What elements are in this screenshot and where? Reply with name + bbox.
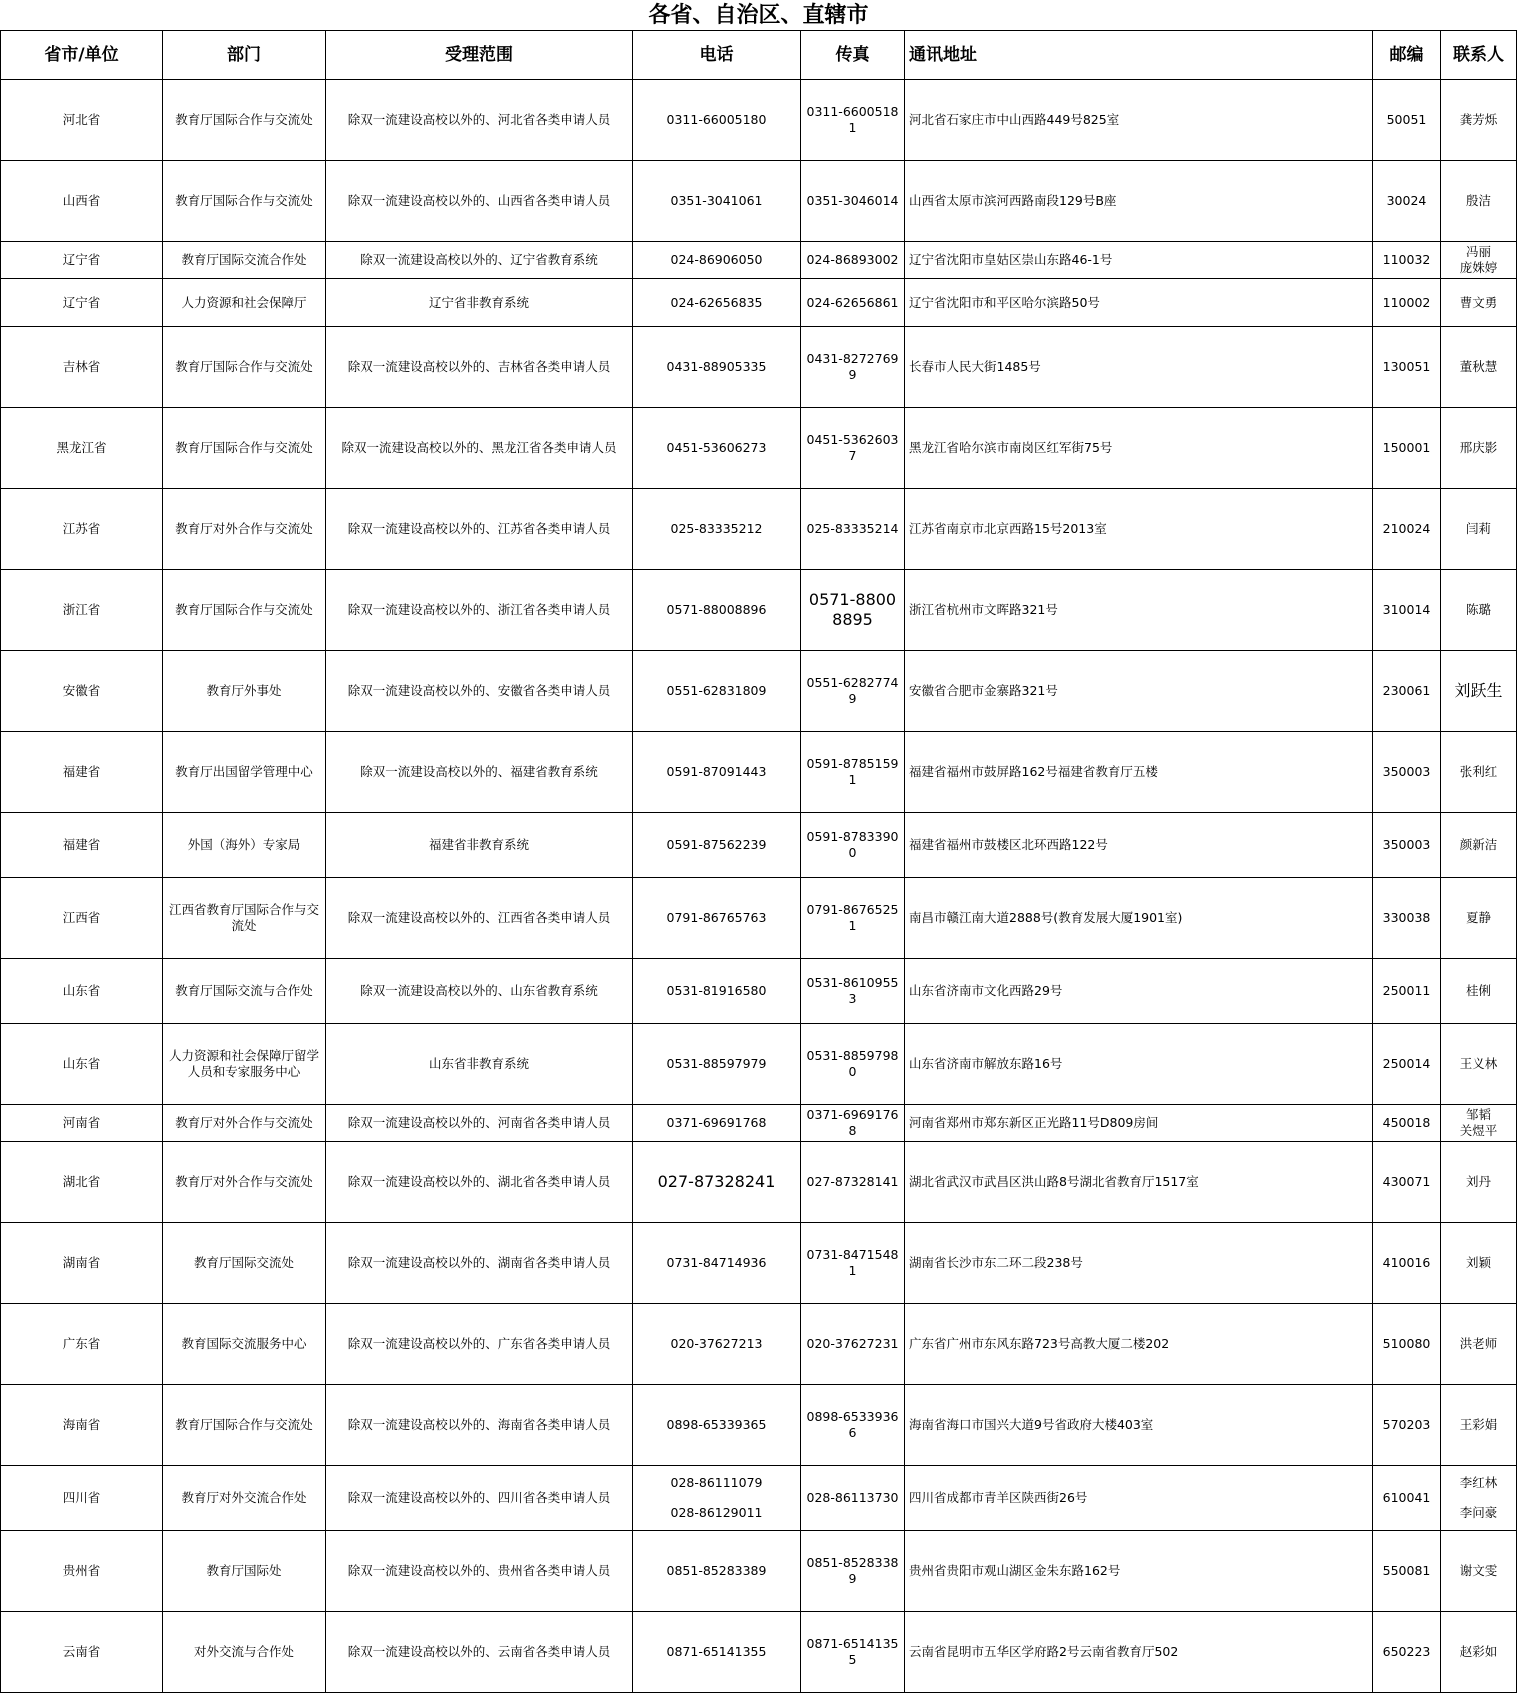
cell-scope: 除双一流建设高校以外的、山西省各类申请人员 xyxy=(326,161,633,242)
cell-unit: 安徽省 xyxy=(1,651,163,732)
cell-dept: 教育厅对外交流合作处 xyxy=(163,1466,326,1531)
table-row xyxy=(1,1024,1517,1105)
cell-postcode: 110002 xyxy=(1373,279,1441,327)
cell-contact: 殷洁 xyxy=(1441,161,1517,242)
cell-unit: 吉林省 xyxy=(1,327,163,408)
table-row xyxy=(1,651,1517,732)
cell-unit: 河南省 xyxy=(1,1105,163,1142)
cell-phone: 0871-65141355 xyxy=(633,1612,801,1693)
cell-fax: 0591-87851591 xyxy=(801,732,905,813)
cell-dept: 人力资源和社会保障厅 xyxy=(163,279,326,327)
cell-postcode: 350003 xyxy=(1373,813,1441,878)
cell-contact: 张利红 xyxy=(1441,732,1517,813)
col-header-postcode: 邮编 xyxy=(1373,31,1441,80)
cell-postcode: 30024 xyxy=(1373,161,1441,242)
cell-dept: 对外交流与合作处 xyxy=(163,1612,326,1693)
cell-fax: 0531-88597980 xyxy=(801,1024,905,1105)
cell-address: 四川省成都市青羊区陕西街26号 xyxy=(905,1466,1373,1531)
cell-scope: 除双一流建设高校以外的、云南省各类申请人员 xyxy=(326,1612,633,1693)
cell-dept: 教育厅国际合作与交流处 xyxy=(163,1385,326,1466)
cell-fax: 028-86113730 xyxy=(801,1466,905,1531)
cell-contact: 夏静 xyxy=(1441,878,1517,959)
cell-dept: 教育厅国际处 xyxy=(163,1531,326,1612)
cell-contact: 刘颖 xyxy=(1441,1223,1517,1304)
cell-postcode: 230061 xyxy=(1373,651,1441,732)
table-row xyxy=(1,1142,1517,1223)
cell-fax: 0371-69691768 xyxy=(801,1105,905,1142)
cell-postcode: 430071 xyxy=(1373,1142,1441,1223)
contact-name: 邹韬 xyxy=(1466,1107,1492,1122)
cell-contact: 曹文勇 xyxy=(1441,279,1517,327)
cell-phone: 0531-88597979 xyxy=(633,1024,801,1105)
cell-scope: 除双一流建设高校以外的、江苏省各类申请人员 xyxy=(326,489,633,570)
cell-scope: 辽宁省非教育系统 xyxy=(326,279,633,327)
cell-scope: 除双一流建设高校以外的、福建省教育系统 xyxy=(326,732,633,813)
cell-unit: 山西省 xyxy=(1,161,163,242)
cell-scope: 除双一流建设高校以外的、黑龙江省各类申请人员 xyxy=(326,408,633,489)
cell-unit: 广东省 xyxy=(1,1304,163,1385)
cell-postcode: 510080 xyxy=(1373,1304,1441,1385)
cell-contact: 刘跃生 xyxy=(1441,651,1517,732)
cell-dept: 教育厅国际合作与交流处 xyxy=(163,80,326,161)
cell-contact: 董秋慧 xyxy=(1441,327,1517,408)
cell-dept: 教育厅国际合作与交流处 xyxy=(163,570,326,651)
cell-fax: 027-87328141 xyxy=(801,1142,905,1223)
cell-address: 湖南省长沙市东二环二段238号 xyxy=(905,1223,1373,1304)
cell-postcode: 550081 xyxy=(1373,1531,1441,1612)
cell-unit: 江苏省 xyxy=(1,489,163,570)
cell-postcode: 150001 xyxy=(1373,408,1441,489)
cell-postcode: 330038 xyxy=(1373,878,1441,959)
cell-unit: 云南省 xyxy=(1,1612,163,1693)
table-row xyxy=(1,1385,1517,1466)
cell-address: 广东省广州市东风东路723号高教大厦二楼202 xyxy=(905,1304,1373,1385)
cell-postcode: 450018 xyxy=(1373,1105,1441,1142)
cell-fax: 0351-3046014 xyxy=(801,161,905,242)
cell-dept: 教育厅国际交流处 xyxy=(163,1223,326,1304)
col-header-phone: 电话 xyxy=(633,31,801,80)
cell-dept: 教育厅国际合作与交流处 xyxy=(163,327,326,408)
col-header-dept: 部门 xyxy=(163,31,326,80)
table-row xyxy=(1,242,1517,279)
cell-unit: 福建省 xyxy=(1,732,163,813)
cell-phone: 0851-85283389 xyxy=(633,1531,801,1612)
cell-phone: 0311-66005180 xyxy=(633,80,801,161)
cell-contact xyxy=(1441,242,1517,279)
table-row xyxy=(1,327,1517,408)
cell-dept: 教育厅对外合作与交流处 xyxy=(163,1105,326,1142)
cell-postcode: 570203 xyxy=(1373,1385,1441,1466)
cell-contact: 谢文雯 xyxy=(1441,1531,1517,1612)
cell-fax: 025-83335214 xyxy=(801,489,905,570)
cell-dept: 教育厅国际合作与交流处 xyxy=(163,161,326,242)
cell-phone: 0371-69691768 xyxy=(633,1105,801,1142)
cell-phone: 0571-88008896 xyxy=(633,570,801,651)
cell-postcode: 250011 xyxy=(1373,959,1441,1024)
cell-phone: 0898-65339365 xyxy=(633,1385,801,1466)
cell-fax: 0431-82727699 xyxy=(801,327,905,408)
contact-name: 李问豪 xyxy=(1459,1505,1498,1520)
col-header-scope: 受理范围 xyxy=(326,31,633,80)
cell-scope: 除双一流建设高校以外的、贵州省各类申请人员 xyxy=(326,1531,633,1612)
cell-unit: 浙江省 xyxy=(1,570,163,651)
table-row xyxy=(1,1466,1517,1531)
cell-contact: 闫莉 xyxy=(1441,489,1517,570)
cell-contact: 赵彩如 xyxy=(1441,1612,1517,1693)
table-row xyxy=(1,1223,1517,1304)
cell-postcode: 210024 xyxy=(1373,489,1441,570)
cell-fax: 024-86893002 xyxy=(801,242,905,279)
table-row xyxy=(1,878,1517,959)
cell-address: 黑龙江省哈尔滨市南岗区红军街75号 xyxy=(905,408,1373,489)
cell-address: 河南省郑州市郑东新区正光路11号D809房间 xyxy=(905,1105,1373,1142)
table-row xyxy=(1,408,1517,489)
table-row xyxy=(1,1304,1517,1385)
cell-dept: 教育国际交流服务中心 xyxy=(163,1304,326,1385)
cell-unit: 福建省 xyxy=(1,813,163,878)
cell-fax: 0451-53626037 xyxy=(801,408,905,489)
cell-phone: 024-86906050 xyxy=(633,242,801,279)
cell-phone: 0531-81916580 xyxy=(633,959,801,1024)
cell-fax: 0731-84715481 xyxy=(801,1223,905,1304)
cell-scope: 除双一流建设高校以外的、安徽省各类申请人员 xyxy=(326,651,633,732)
cell-address: 河北省石家庄市中山西路449号825室 xyxy=(905,80,1373,161)
cell-postcode: 250014 xyxy=(1373,1024,1441,1105)
cell-postcode: 610041 xyxy=(1373,1466,1441,1531)
table-row xyxy=(1,1105,1517,1142)
cell-contact xyxy=(1441,1105,1517,1142)
cell-contact: 桂俐 xyxy=(1441,959,1517,1024)
cell-dept: 教育厅对外合作与交流处 xyxy=(163,1142,326,1223)
cell-address: 南昌市赣江南大道2888号(教育发展大厦1901室) xyxy=(905,878,1373,959)
table-row xyxy=(1,732,1517,813)
cell-fax: 0571-88008895 xyxy=(801,570,905,651)
cell-postcode: 110032 xyxy=(1373,242,1441,279)
cell-scope: 除双一流建设高校以外的、吉林省各类申请人员 xyxy=(326,327,633,408)
cell-phone: 0591-87562239 xyxy=(633,813,801,878)
cell-unit: 山东省 xyxy=(1,1024,163,1105)
table-row xyxy=(1,1612,1517,1693)
cell-fax: 0791-86765251 xyxy=(801,878,905,959)
cell-unit: 海南省 xyxy=(1,1385,163,1466)
cell-unit: 江西省 xyxy=(1,878,163,959)
table-row xyxy=(1,813,1517,878)
cell-dept: 教育厅出国留学管理中心 xyxy=(163,732,326,813)
cell-phone: 0731-84714936 xyxy=(633,1223,801,1304)
cell-address: 山西省太原市滨河西路南段129号B座 xyxy=(905,161,1373,242)
cell-address: 辽宁省沈阳市和平区哈尔滨路50号 xyxy=(905,279,1373,327)
table-row xyxy=(1,279,1517,327)
cell-phone: 0351-3041061 xyxy=(633,161,801,242)
cell-contact: 邢庆影 xyxy=(1441,408,1517,489)
table-row xyxy=(1,1531,1517,1612)
title-row xyxy=(1,0,1517,31)
cell-fax: 024-62656861 xyxy=(801,279,905,327)
cell-phone: 0591-87091443 xyxy=(633,732,801,813)
cell-postcode: 650223 xyxy=(1373,1612,1441,1693)
cell-postcode: 350003 xyxy=(1373,732,1441,813)
cell-fax: 020-37627231 xyxy=(801,1304,905,1385)
cell-phone: 0551-62831809 xyxy=(633,651,801,732)
cell-address: 安徽省合肥市金寨路321号 xyxy=(905,651,1373,732)
col-header-contact: 联系人 xyxy=(1441,31,1517,80)
col-header-address: 通讯地址 xyxy=(905,31,1373,80)
cell-address: 辽宁省沈阳市皇姑区崇山东路46-1号 xyxy=(905,242,1373,279)
cell-postcode: 410016 xyxy=(1373,1223,1441,1304)
cell-address: 云南省昆明市五华区学府路2号云南省教育厅502 xyxy=(905,1612,1373,1693)
cell-phone: 024-62656835 xyxy=(633,279,801,327)
cell-phone xyxy=(633,1466,801,1531)
cell-fax: 0898-65339366 xyxy=(801,1385,905,1466)
cell-contact: 龚芳烁 xyxy=(1441,80,1517,161)
cell-contact: 刘丹 xyxy=(1441,1142,1517,1223)
cell-unit: 湖南省 xyxy=(1,1223,163,1304)
cell-scope: 除双一流建设高校以外的、河北省各类申请人员 xyxy=(326,80,633,161)
cell-scope: 除双一流建设高校以外的、广东省各类申请人员 xyxy=(326,1304,633,1385)
cell-fax: 0531-86109553 xyxy=(801,959,905,1024)
cell-scope: 福建省非教育系统 xyxy=(326,813,633,878)
table-row xyxy=(1,959,1517,1024)
cell-dept: 教育厅国际交流合作处 xyxy=(163,242,326,279)
cell-dept: 人力资源和社会保障厅留学人员和专家服务中心 xyxy=(163,1024,326,1105)
cell-contact: 陈璐 xyxy=(1441,570,1517,651)
cell-postcode: 310014 xyxy=(1373,570,1441,651)
cell-phone: 020-37627213 xyxy=(633,1304,801,1385)
table-row xyxy=(1,161,1517,242)
cell-scope: 山东省非教育系统 xyxy=(326,1024,633,1105)
col-header-fax: 传真 xyxy=(801,31,905,80)
table-row xyxy=(1,489,1517,570)
cell-fax: 0311-66005181 xyxy=(801,80,905,161)
cell-unit: 黑龙江省 xyxy=(1,408,163,489)
cell-contact: 王义林 xyxy=(1441,1024,1517,1105)
cell-address: 湖北省武汉市武昌区洪山路8号湖北省教育厅1517室 xyxy=(905,1142,1373,1223)
cell-scope: 除双一流建设高校以外的、湖北省各类申请人员 xyxy=(326,1142,633,1223)
cell-dept: 教育厅国际交流与合作处 xyxy=(163,959,326,1024)
cell-contact: 颜新洁 xyxy=(1441,813,1517,878)
phone-number: 028-86111079 xyxy=(670,1475,763,1490)
cell-scope: 除双一流建设高校以外的、浙江省各类申请人员 xyxy=(326,570,633,651)
cell-unit: 辽宁省 xyxy=(1,279,163,327)
cell-dept: 教育厅国际合作与交流处 xyxy=(163,408,326,489)
cell-scope: 除双一流建设高校以外的、四川省各类申请人员 xyxy=(326,1466,633,1531)
cell-phone: 0431-88905335 xyxy=(633,327,801,408)
col-header-unit: 省市/单位 xyxy=(1,31,163,80)
cell-unit: 贵州省 xyxy=(1,1531,163,1612)
cell-unit: 河北省 xyxy=(1,80,163,161)
cell-postcode: 130051 xyxy=(1373,327,1441,408)
cell-phone: 027-87328241 xyxy=(633,1142,801,1223)
cell-postcode: 50051 xyxy=(1373,80,1441,161)
cell-phone: 0791-86765763 xyxy=(633,878,801,959)
cell-address: 福建省福州市鼓屏路162号福建省教育厅五楼 xyxy=(905,732,1373,813)
cell-phone: 025-83335212 xyxy=(633,489,801,570)
cell-fax: 0551-62827749 xyxy=(801,651,905,732)
cell-scope: 除双一流建设高校以外的、海南省各类申请人员 xyxy=(326,1385,633,1466)
cell-scope: 除双一流建设高校以外的、河南省各类申请人员 xyxy=(326,1105,633,1142)
cell-fax: 0591-87833900 xyxy=(801,813,905,878)
contact-name: 冯丽 xyxy=(1466,244,1492,259)
contact-name: 庞姝婷 xyxy=(1459,260,1498,275)
cell-dept: 江西省教育厅国际合作与交流处 xyxy=(163,878,326,959)
cell-unit: 辽宁省 xyxy=(1,242,163,279)
cell-scope: 除双一流建设高校以外的、湖南省各类申请人员 xyxy=(326,1223,633,1304)
table-row xyxy=(1,570,1517,651)
contact-name: 关煜平 xyxy=(1459,1123,1498,1138)
cell-dept: 外国（海外）专家局 xyxy=(163,813,326,878)
contact-name: 李红林 xyxy=(1459,1475,1498,1490)
header-row xyxy=(1,31,1517,80)
cell-contact: 洪老师 xyxy=(1441,1304,1517,1385)
cell-dept: 教育厅对外合作与交流处 xyxy=(163,489,326,570)
cell-scope: 除双一流建设高校以外的、山东省教育系统 xyxy=(326,959,633,1024)
cell-phone: 0451-53606273 xyxy=(633,408,801,489)
cell-address: 长春市人民大街1485号 xyxy=(905,327,1373,408)
cell-unit: 山东省 xyxy=(1,959,163,1024)
cell-address: 浙江省杭州市文晖路321号 xyxy=(905,570,1373,651)
cell-address: 江苏省南京市北京西路15号2013室 xyxy=(905,489,1373,570)
cell-scope: 除双一流建设高校以外的、江西省各类申请人员 xyxy=(326,878,633,959)
cell-address: 海南省海口市国兴大道9号省政府大楼403室 xyxy=(905,1385,1373,1466)
cell-scope: 除双一流建设高校以外的、辽宁省教育系统 xyxy=(326,242,633,279)
table-row xyxy=(1,80,1517,161)
cell-dept: 教育厅外事处 xyxy=(163,651,326,732)
cell-contact: 王彩娟 xyxy=(1441,1385,1517,1466)
cell-unit: 湖北省 xyxy=(1,1142,163,1223)
cell-contact xyxy=(1441,1466,1517,1531)
phone-number: 028-86129011 xyxy=(670,1505,763,1520)
cell-address: 山东省济南市解放东路16号 xyxy=(905,1024,1373,1105)
cell-unit: 四川省 xyxy=(1,1466,163,1531)
cell-address: 山东省济南市文化西路29号 xyxy=(905,959,1373,1024)
cell-fax: 0851-85283389 xyxy=(801,1531,905,1612)
cell-address: 贵州省贵阳市观山湖区金朱东路162号 xyxy=(905,1531,1373,1612)
cell-address: 福建省福州市鼓楼区北环西路122号 xyxy=(905,813,1373,878)
cell-fax: 0871-65141355 xyxy=(801,1612,905,1693)
page-title: 各省、自治区、直辖市 xyxy=(1,0,1517,31)
